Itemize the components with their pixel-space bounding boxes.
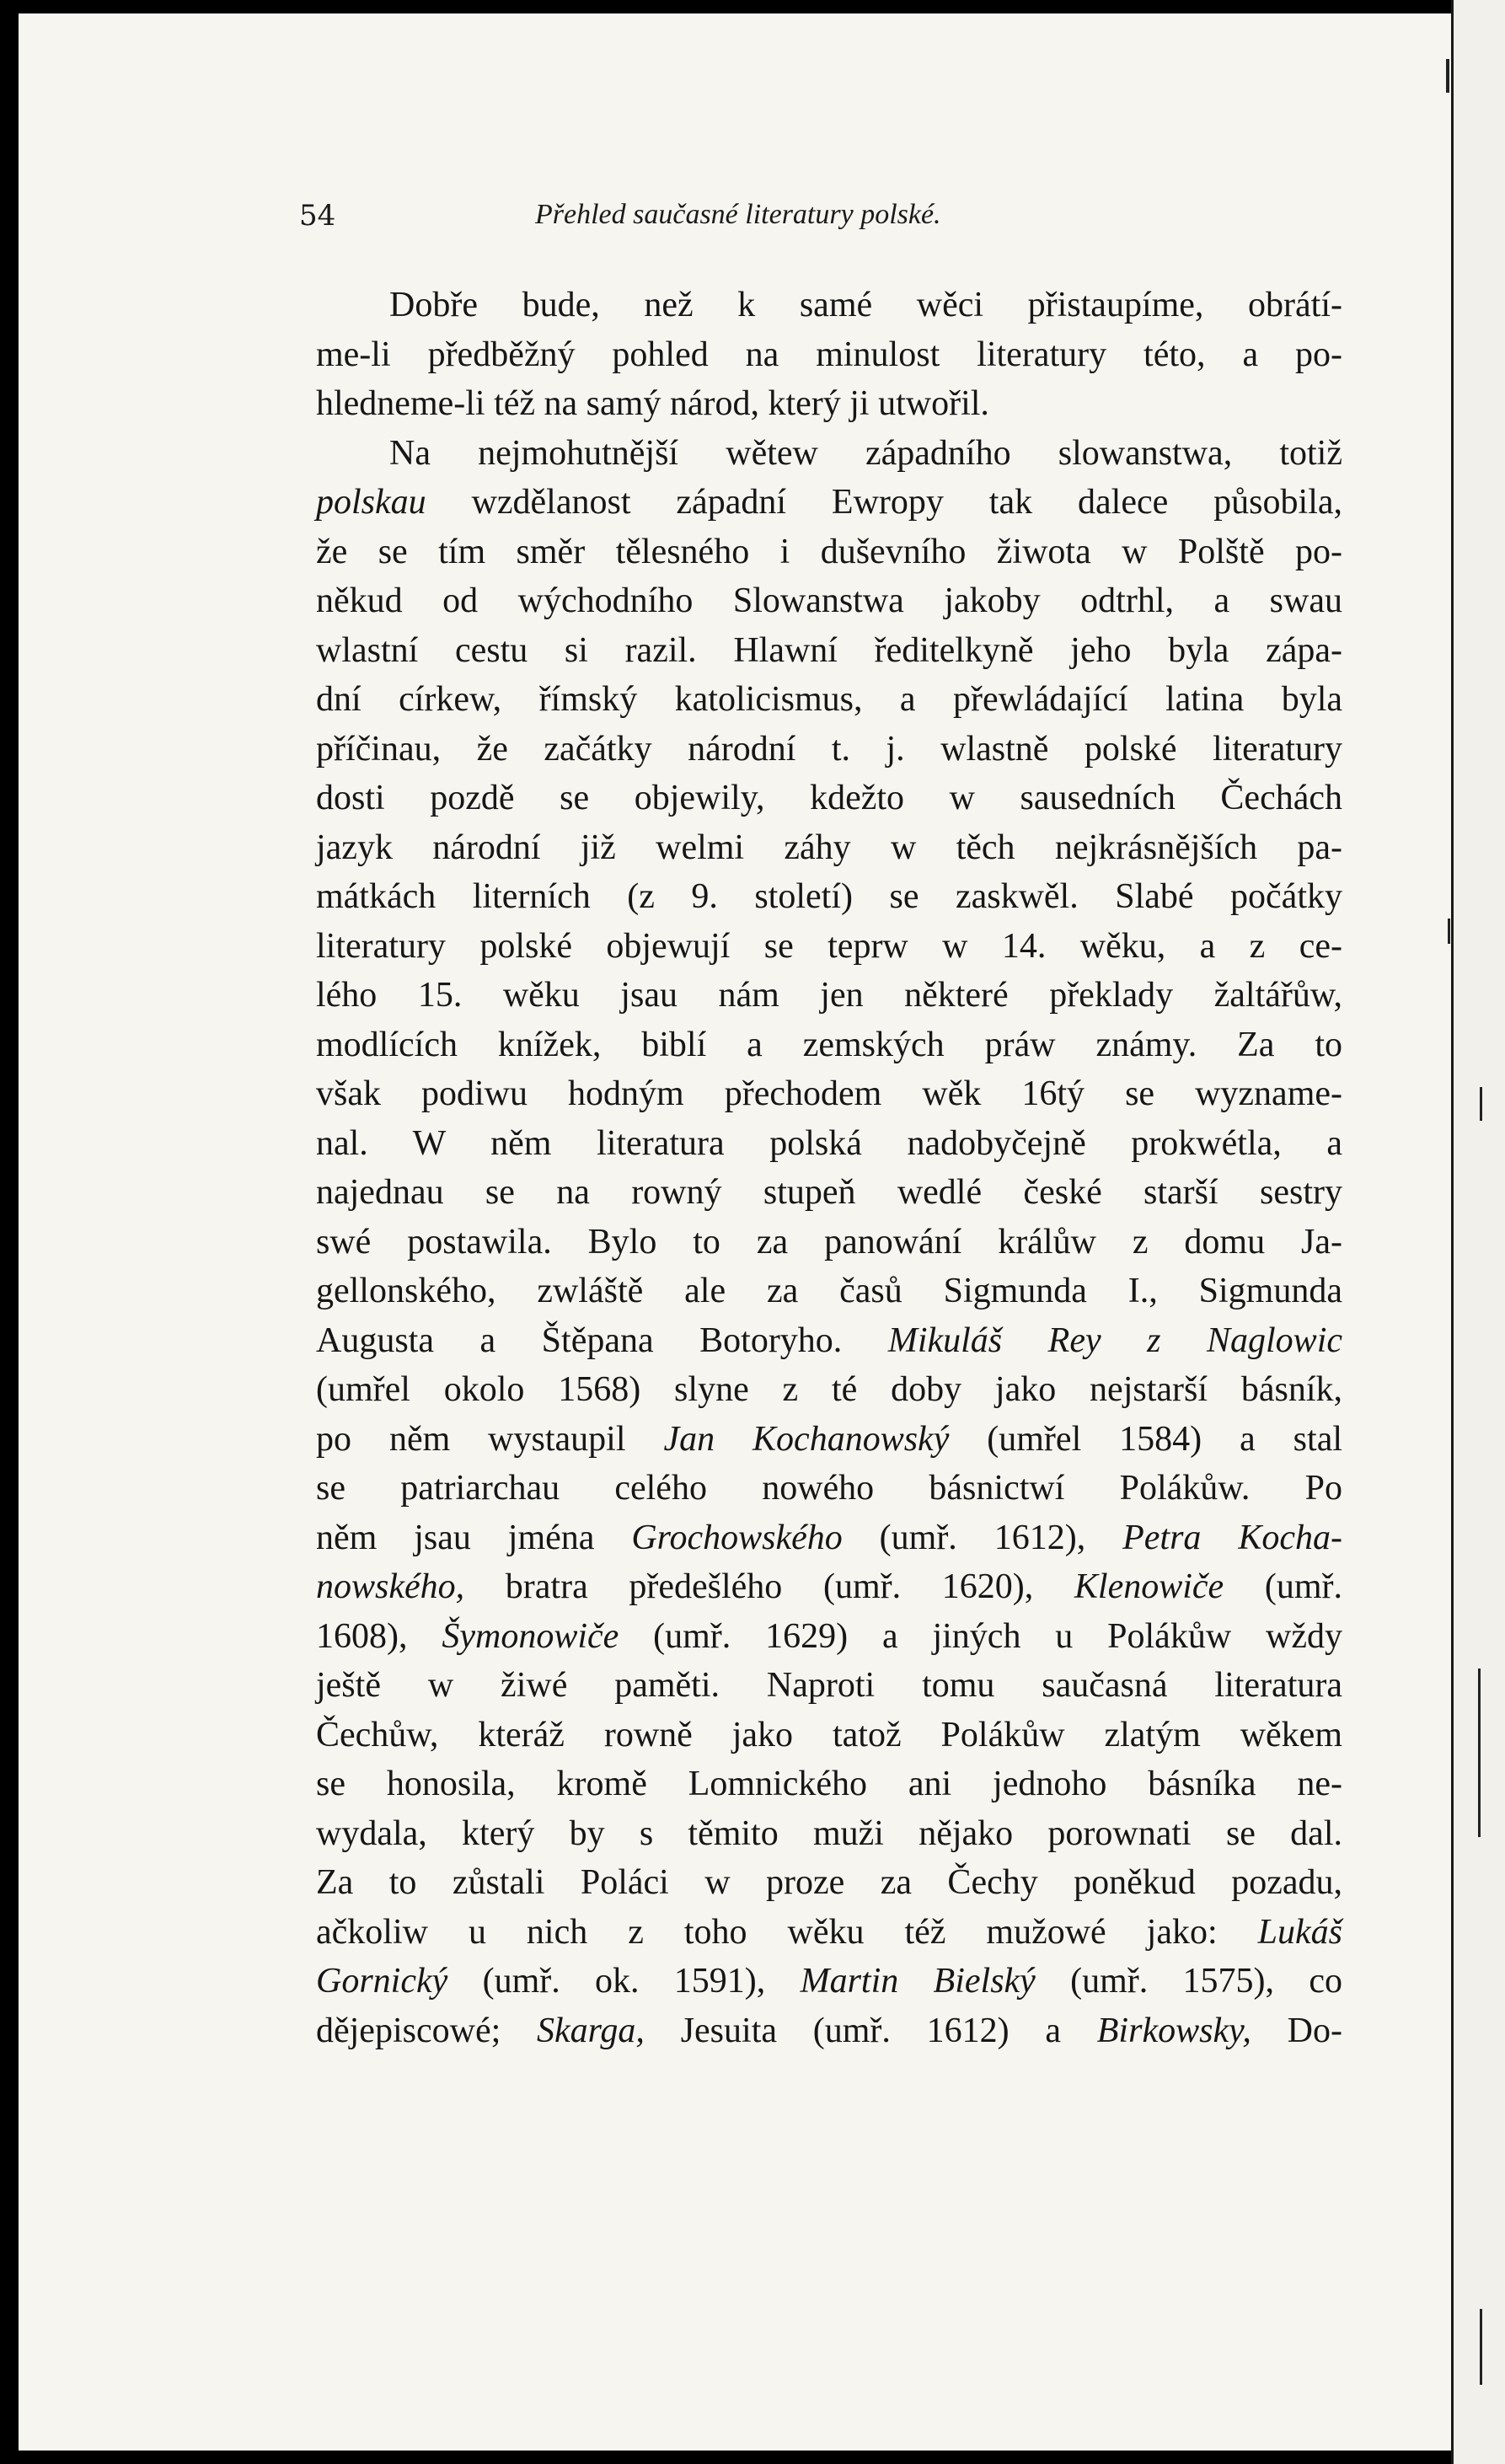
italic-name: Gornický: [316, 1962, 448, 2001]
paragraph-1: [316, 281, 1342, 429]
text-run: Dobře bude, než k samé wěci přistaupíme, obrátí-: [389, 286, 1342, 324]
text-line: [316, 330, 1342, 380]
text-run: 1608),: [316, 1616, 442, 1656]
text-run: modlících knížek, biblí a zemských práw známy. Za to: [316, 1025, 1342, 1064]
text-run: že se tím směr tělesného i duševního žiwota w Polště po-: [316, 532, 1342, 571]
text-line: [316, 1957, 1342, 2006]
scan-edge-mark: [1480, 2309, 1482, 2385]
italic-name: Martin Bielský: [800, 1962, 1036, 2001]
text-line: [316, 478, 1342, 528]
text-line: [316, 1119, 1342, 1169]
text-run: wydala, který by s těmito muži nějako porownati se dal.: [316, 1813, 1342, 1853]
text-line: [316, 872, 1342, 922]
italic-name: Birkowsky,: [1096, 2011, 1251, 2050]
text-run: mátkách literních (z 9. století) se zaskwěl. Slabé počátky: [316, 877, 1342, 916]
text-run: literatury polské objewují se teprw w 14. wěku, a z ce-: [316, 926, 1342, 966]
text-run: ještě w žiwé paměti. Naproti tomu saučasná literatura: [316, 1666, 1342, 1705]
text-run: (umř. ok. 1591),: [447, 1962, 801, 2001]
text-run: po něm wystaupil: [316, 1419, 664, 1459]
text-line: [316, 528, 1342, 577]
page-number: 54: [299, 199, 336, 233]
italic-name: Lukáš: [1257, 1912, 1342, 1952]
text-run: (umř. 1629) a jiných u Polákůw wždy: [619, 1616, 1342, 1656]
paragraph-2: [316, 429, 1342, 2056]
text-run: bratra předešlého (umř. 1620),: [464, 1567, 1074, 1606]
text-line: [316, 1513, 1342, 1563]
scan-edge-mark: [1478, 1669, 1481, 1837]
italic-name: polskau: [316, 483, 426, 522]
text-run: se honosila, kromě Lomnického ani jednoho básníka ne-: [316, 1765, 1342, 1803]
text-run: dějepiscowé;: [316, 2011, 537, 2050]
text-run: (umř. 1575), co: [1035, 1962, 1342, 2001]
text-line: [316, 1661, 1342, 1711]
text-line: [316, 1267, 1342, 1316]
text-run: ačkoliw u nich z toho wěku též mužowé jako:: [316, 1912, 1258, 1952]
text-line: [316, 1858, 1342, 1908]
text-line: [316, 576, 1342, 626]
text-run: dní církew, římský katolicismus, a přewládající latina byla: [316, 680, 1342, 719]
text-run: jazyk národní již welmi záhy w těch nejkrásnějších pa-: [316, 828, 1342, 867]
text-line: [316, 971, 1342, 1020]
text-line: [316, 823, 1342, 873]
italic-name: Petra Kocha-: [1122, 1518, 1342, 1557]
text-run: wlastní cestu si razil. Hlawní ředitelkyně jeho byla zápa-: [316, 630, 1342, 670]
text-run: Jesuita (umř. 1612) a: [644, 2011, 1097, 2050]
text-line: [316, 1464, 1342, 1513]
text-line: [316, 429, 1342, 479]
scan-edge-mark: [1446, 59, 1449, 93]
scan-edge-mark: [1480, 1087, 1482, 1121]
text-run: gellonského, zwláště ale za časů Sigmunda I., Sigmunda: [316, 1272, 1342, 1310]
italic-name: Grochowského: [631, 1518, 843, 1557]
text-line: [316, 626, 1342, 676]
text-line: [316, 1365, 1342, 1415]
text-line: [316, 1711, 1342, 1760]
body-text: [316, 281, 1342, 2055]
text-line: [316, 922, 1342, 972]
text-line: [316, 1168, 1342, 1218]
text-line: [316, 1612, 1342, 1662]
italic-name: Skarga,: [537, 2011, 645, 2050]
text-run: lého 15. wěku jsau nám jen některé překlady žaltářůw,: [316, 976, 1342, 1015]
text-line: [316, 1562, 1342, 1612]
text-line: [316, 281, 1342, 330]
italic-name: Mikuláš Rey z Naglowic: [887, 1320, 1343, 1360]
text-run: Za to zůstali Poláci w proze za Čechy poněkud pozadu,: [316, 1863, 1342, 1902]
text-run: Augusta a Štěpana Botoryho.: [316, 1320, 888, 1360]
text-run: někud od wýchodního Slowanstwa jakoby odtrhl, a swau: [316, 581, 1342, 620]
text-run: se patriarchau celého nowého básnictwí Polákůw. Po: [316, 1469, 1342, 1508]
text-run: swé postawila. Bylo to za panowání králůw z domu Ja-: [316, 1222, 1342, 1261]
text-line: [316, 725, 1342, 774]
text-run: (umřel okolo 1568) slyne z té doby jako nejstarší básník,: [316, 1370, 1342, 1409]
text-run: wzdělanost západní Ewropy tak dalece působila,: [426, 483, 1342, 522]
scan-edge-mark: [1448, 919, 1450, 944]
italic-name: nowského,: [316, 1567, 465, 1606]
text-line: [316, 1809, 1342, 1859]
text-run: však podiwu hodným přechodem wěk 16tý se wyzname-: [316, 1074, 1342, 1113]
text-run: (umřel 1584) a stal: [949, 1419, 1342, 1459]
text-line: [316, 1316, 1342, 1366]
text-line: [316, 1760, 1342, 1809]
text-line: [316, 1415, 1342, 1465]
text-run: Na nejmohutnější wětew západního slowanstwa, totiž: [389, 433, 1342, 473]
italic-name: Jan Kochanowský: [663, 1419, 950, 1459]
text-run: me-li předběžný pohled na minulost literatury této, a po-: [316, 335, 1342, 374]
text-line: [316, 1218, 1342, 1267]
running-title: Přehled saučasné literatury polské.: [535, 199, 941, 230]
text-line: [316, 1069, 1342, 1119]
text-line: [316, 1908, 1342, 1958]
text-run: příčinau, že začátky národní t. j. wlastně polské literatury: [316, 729, 1342, 769]
text-line: [316, 379, 1342, 429]
text-run: něm jsau jména: [316, 1518, 632, 1557]
text-run: dosti pozdě se objewily, kdežto w sausedních Čechách: [316, 779, 1342, 817]
text-line: [316, 675, 1342, 725]
text-line: [316, 774, 1342, 823]
text-run: hledneme-li též na samý národ, který ji utwořil.: [316, 384, 989, 423]
italic-name: Šymonowiče: [442, 1616, 619, 1656]
text-run: najednau se na rowný stupeň wedlé české starší sestry: [316, 1173, 1342, 1212]
page-header: [299, 199, 1352, 249]
text-run: Do-: [1251, 2011, 1342, 2050]
text-line: [316, 1020, 1342, 1070]
text-run: nal. W něm literatura polská nadobyčejně prokwétla, a: [316, 1123, 1342, 1163]
text-line: [316, 2006, 1342, 2056]
page-edge-strip: [1451, 0, 1505, 2464]
text-run: Čechůw, kteráž rowně jako tatož Polákůw zlatým wěkem: [316, 1715, 1342, 1754]
text-run: (umř. 1612),: [842, 1518, 1123, 1557]
text-run: (umř.: [1224, 1567, 1342, 1606]
italic-name: Klenowiče: [1074, 1567, 1224, 1606]
